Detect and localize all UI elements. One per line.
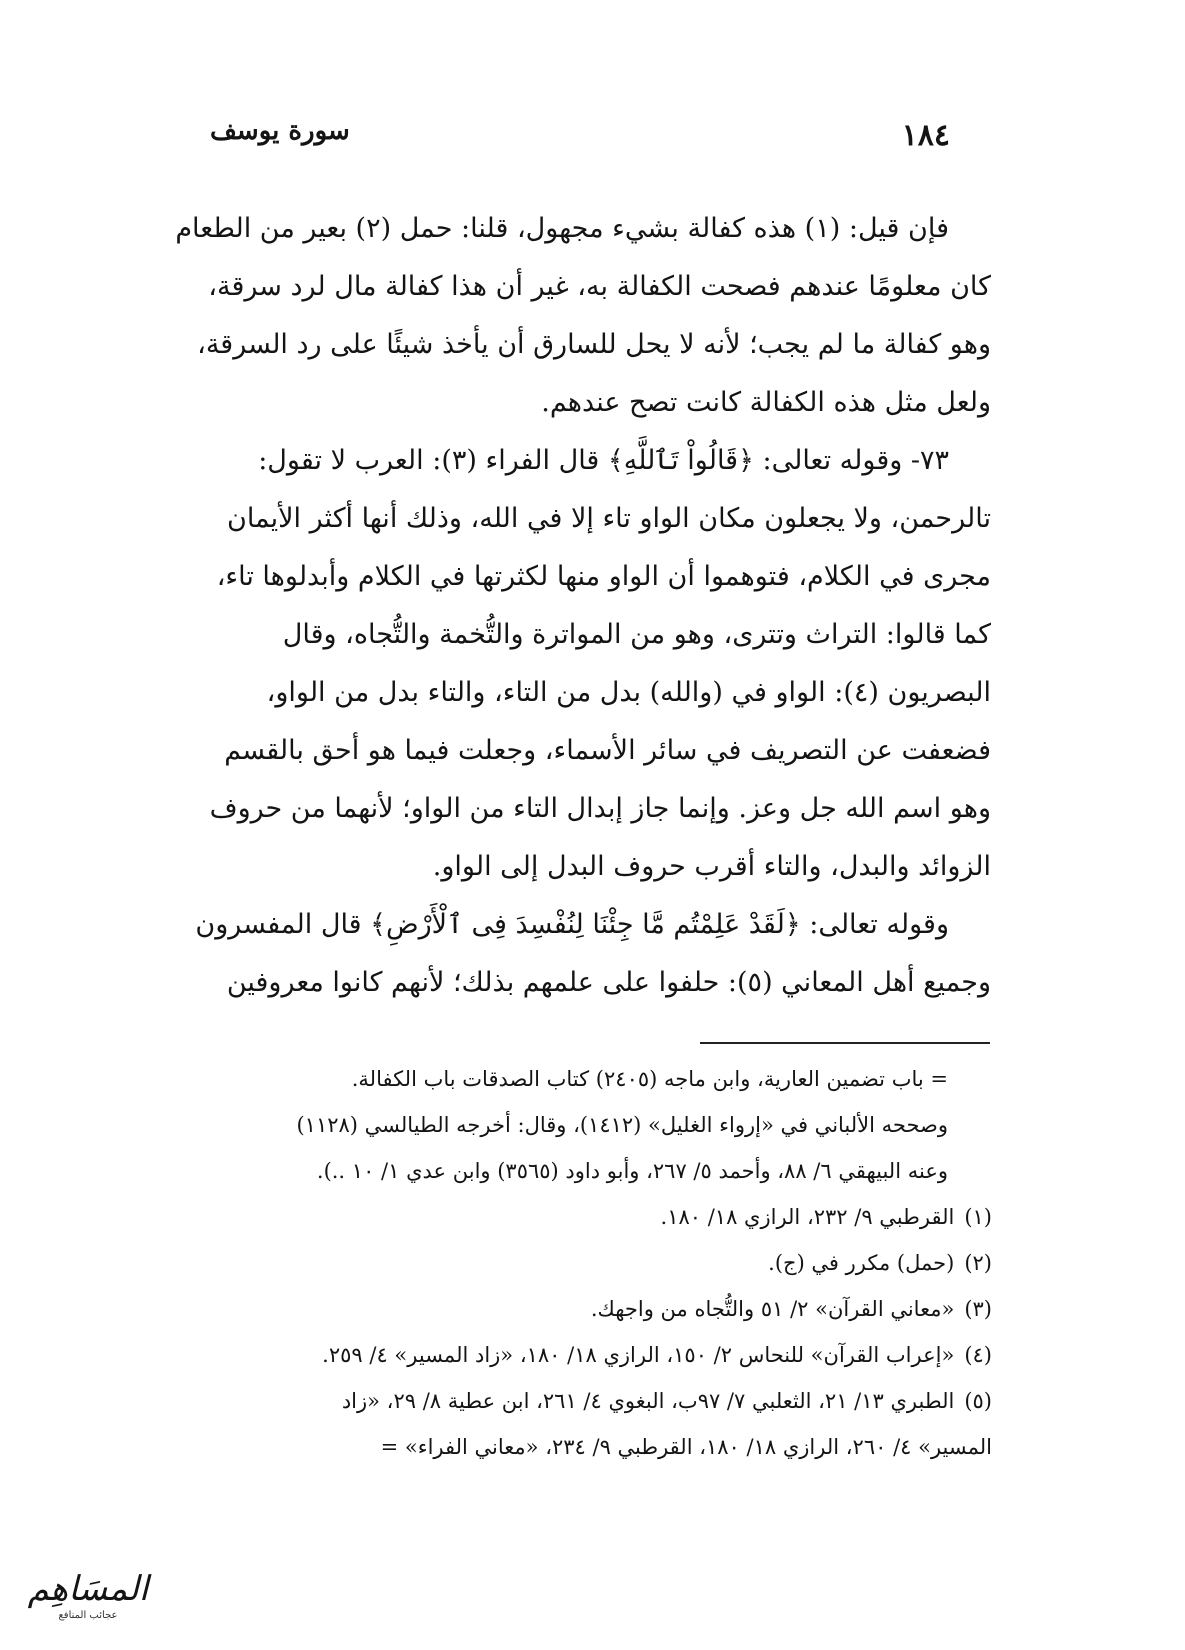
main-text <box>143 200 991 1012</box>
footnote-5-continuation: المسير» ٤/ ٢٦٠، الرازي ١٨/ ١٨٠، القرطبي ٩/ ٢٣٤، «معاني الفراء» = <box>380 1435 992 1459</box>
footnote-text: القرطبي ٩/ ٢٣٢، الرازي ١٨/ ١٨٠. <box>660 1205 955 1229</box>
footnote-continuation-line: = باب تضمين العارية، وابن ماجه (٢٤٠٥) كتاب الصدقات باب الكفالة. <box>351 1067 948 1091</box>
footnotes <box>160 1056 992 1470</box>
text-line: فإن قيل: (١) هذه كفالة بشيء مجهول، قلنا: حمل (٢) بعير من الطعام <box>175 213 949 244</box>
footnote-number: (٤) <box>964 1343 992 1367</box>
surah-title: سورة يوسف <box>210 116 350 146</box>
text-line: مجرى في الكلام، فتوهموا أن الواو منها لكثرتها في الكلام وأبدلوها تاء، <box>216 561 991 592</box>
footnote-continuation-line: وصححه الألباني في «إرواء الغليل» (١٤١٢)، وقال: أخرجه الطيالسي (١١٢٨) <box>296 1113 948 1137</box>
footnote-number: (٥) <box>964 1389 992 1413</box>
footnote-divider <box>700 1042 990 1044</box>
text-line: وجميع أهل المعاني (٥): حلفوا على علمهم بذلك؛ لأنهم كانوا معروفين <box>226 967 991 998</box>
text-line: ٧٣- وقوله تعالى: ﴿قَالُواْ تَٱللَّهِ﴾ قال الفراء (٣): العرب لا تقول: <box>258 445 949 476</box>
text-line: وهو اسم الله جل وعز. وإنما جاز إبدال التاء من الواو؛ لأنهما من حروف <box>209 793 991 824</box>
stamp-main-text: المسَاهِم <box>27 1569 149 1609</box>
text-line: وقوله تعالى: ﴿لَقَدْ عَلِمْتُم مَّا جِئْنَا لِنُفْسِدَ فِى ٱلْأَرْضِ﴾ قال المفسرون <box>195 909 949 940</box>
footnote-continuation-line: وعنه البيهقي ٦/ ٨٨، وأحمد ٥/ ٢٦٧، وأبو داود (٣٥٦٥) وابن عدي ١/ ١٠ ..). <box>316 1159 948 1183</box>
footnote-number: (٣) <box>964 1297 992 1321</box>
footnote-3 <box>160 1286 992 1332</box>
footnote-text: «إعراب القرآن» للنحاس ٢/ ١٥٠، الرازي ١٨/ ١٨٠، «زاد المسير» ٤/ ٢٥٩. <box>322 1343 955 1367</box>
footnote-text: الطبري ١٣/ ٢١، الثعلبي ٧/ ٩٧ب، البغوي ٤/ ٢٦١، ابن عطية ٨/ ٢٩، «زاد <box>341 1389 955 1413</box>
footnote-number: (١) <box>964 1205 992 1229</box>
footnote-2 <box>160 1240 992 1286</box>
text-line: ولعل مثل هذه الكفالة كانت تصح عندهم. <box>541 387 991 418</box>
footnote-4 <box>160 1332 992 1378</box>
text-line: كان معلومًا عندهم فصحت الكفالة به، غير أن هذا كفالة مال لرد سرقة، <box>208 271 991 302</box>
text-line: تالرحمن، ولا يجعلون مكان الواو تاء إلا في الله، وذلك أنها أكثر الأيمان <box>226 503 991 534</box>
text-line: كما قالوا: التراث وتترى، وهو من المواترة والتُّخمة والتُّجاه، وقال <box>282 619 991 650</box>
stamp-sub-text: عجائب المنافع <box>58 1610 118 1621</box>
footnote-text: «معاني القرآن» ٢/ ٥١ والتُّجاه من واجهك. <box>590 1297 955 1321</box>
page-number: ١٨٤ <box>901 118 950 153</box>
footnote-text: (حمل) مكرر في (ج). <box>768 1251 955 1275</box>
text-line: وهو كفالة ما لم يجب؛ لأنه لا يحل للسارق أن يأخذ شيئًا على رد السرقة، <box>197 329 991 360</box>
text-line: الزوائد والبدل، والتاء أقرب حروف البدل إلى الواو. <box>432 851 991 882</box>
footnote-number: (٢) <box>964 1251 992 1275</box>
footnote-5 <box>160 1378 992 1424</box>
text-line: البصريون (٤): الواو في (والله) بدل من التاء، والتاء بدل من الواو، <box>266 677 991 708</box>
page-header <box>210 112 950 162</box>
library-stamp-logo <box>8 1570 168 1632</box>
footnote-1 <box>160 1194 992 1240</box>
text-line: فضعفت عن التصريف في سائر الأسماء، وجعلت فيما هو أحق بالقسم <box>224 735 991 766</box>
